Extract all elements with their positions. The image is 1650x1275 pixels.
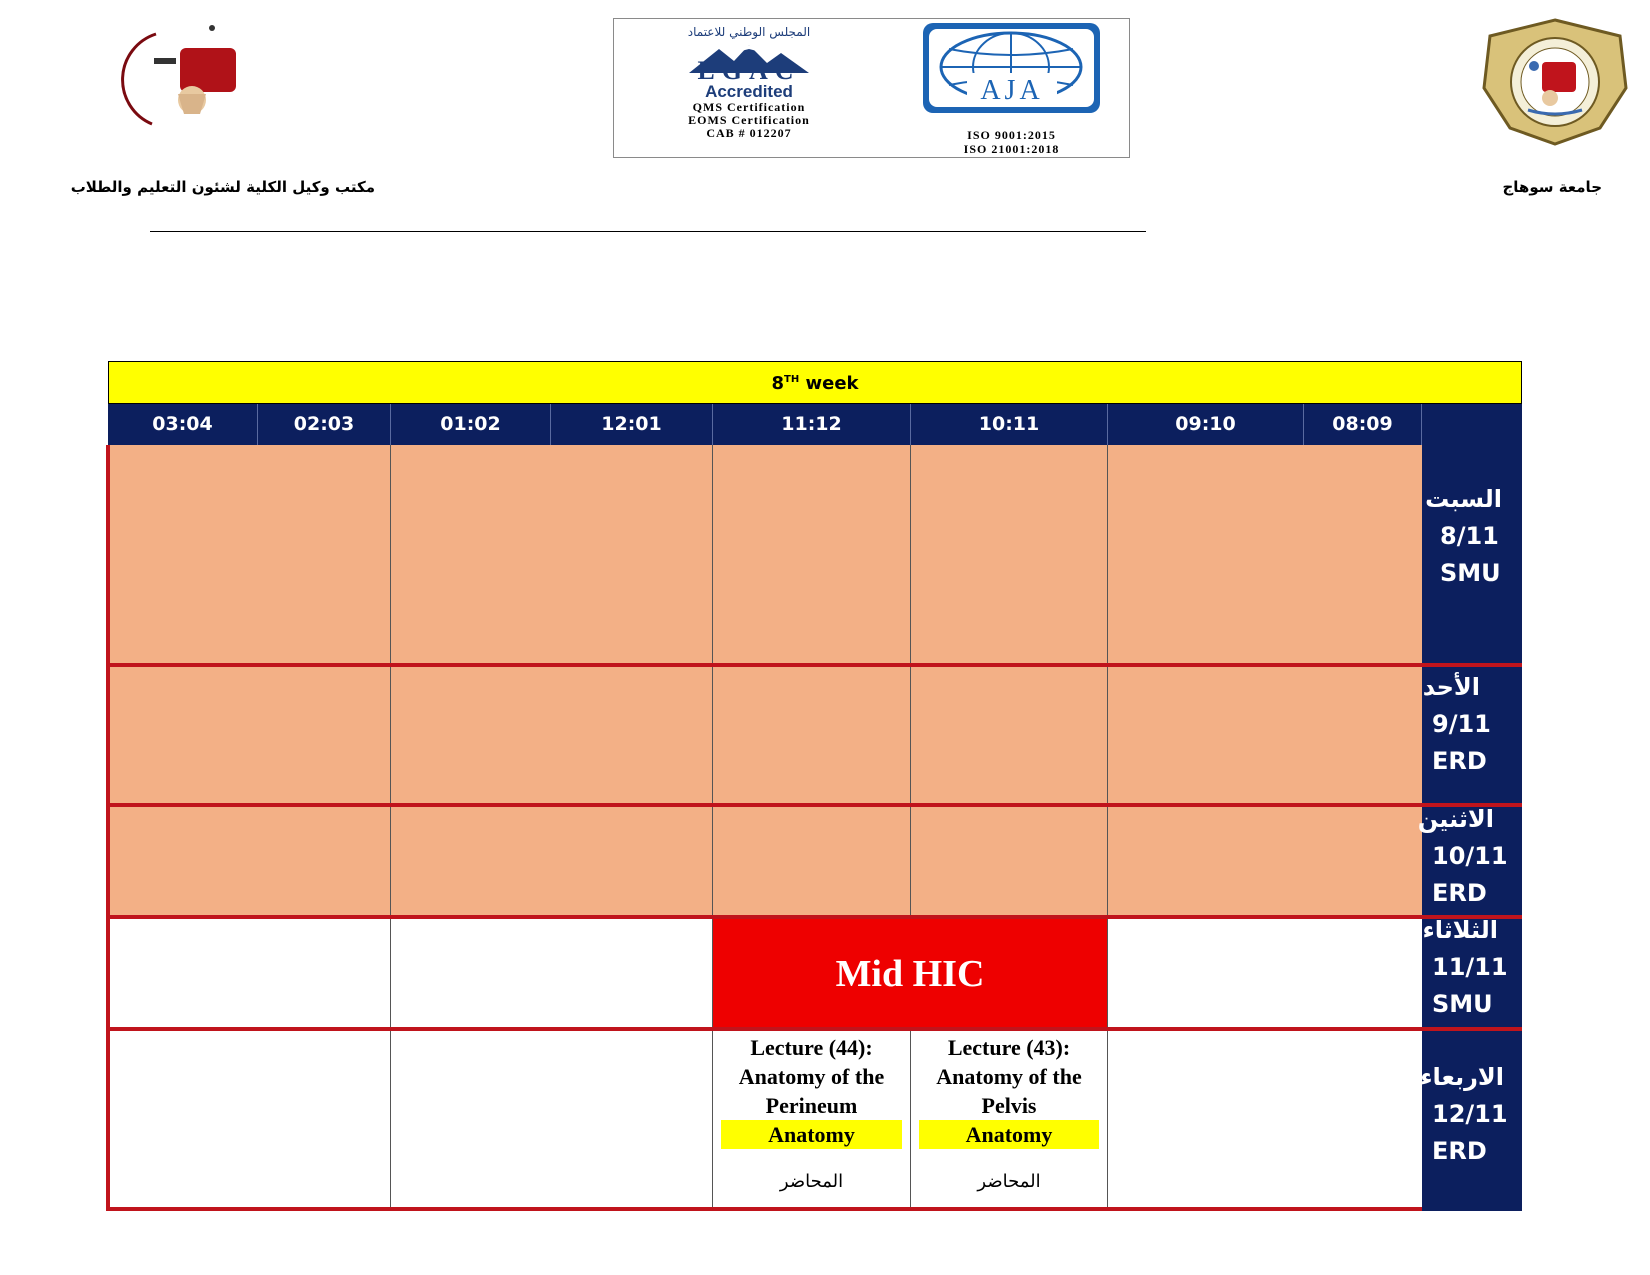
department-badge: Anatomy bbox=[919, 1120, 1099, 1149]
day-code: SMU bbox=[1440, 559, 1501, 587]
day-header-blank bbox=[1422, 404, 1522, 445]
row-separator bbox=[106, 663, 1424, 667]
aja-name: AJA bbox=[980, 75, 1044, 106]
time-slot: 11:12 bbox=[713, 404, 911, 445]
aja-iso-1: ISO 9001:2015 bbox=[967, 128, 1056, 142]
office-title: مكتب وكيل الكلية لشئون التعليم والطلاب bbox=[70, 178, 375, 196]
day-wednesday bbox=[1422, 1059, 1522, 1170]
lecture-title: Lecture (43): bbox=[947, 1035, 1071, 1060]
row-separator bbox=[106, 1207, 1424, 1211]
header-divider bbox=[150, 231, 1146, 232]
mountain-eagle-icon bbox=[689, 43, 809, 73]
egac-accreditation bbox=[634, 23, 864, 153]
time-slot: 09:10 bbox=[1108, 404, 1304, 445]
time-slot: 03:04 bbox=[108, 404, 258, 445]
grid-line bbox=[910, 445, 911, 917]
lecture-topic: Anatomy of the bbox=[936, 1064, 1082, 1089]
lecture-44-cell bbox=[713, 1033, 910, 1196]
day-name: الأحد bbox=[1422, 673, 1480, 701]
time-slot: 12:01 bbox=[551, 404, 713, 445]
week-word: week bbox=[805, 373, 859, 394]
monday-row bbox=[108, 805, 1422, 917]
day-code: ERD bbox=[1432, 879, 1487, 907]
egac-accredited: Accredited bbox=[705, 82, 793, 101]
day-saturday bbox=[1422, 481, 1522, 592]
row-separator bbox=[106, 803, 1424, 807]
lecture-topic: Pelvis bbox=[981, 1093, 1037, 1118]
mid-hic-block: Mid HIC bbox=[713, 919, 1107, 1029]
grid-line bbox=[1107, 445, 1108, 1211]
lecture-topic: Perineum bbox=[765, 1093, 858, 1118]
egac-line-3: CAB # 012207 bbox=[706, 126, 792, 140]
day-date: 8/11 bbox=[1440, 522, 1499, 550]
grid-line bbox=[390, 445, 391, 1211]
lecture-topic: Anatomy of the bbox=[738, 1064, 885, 1089]
left-border bbox=[106, 445, 110, 1211]
faculty-logo bbox=[92, 14, 268, 138]
day-separator bbox=[1422, 663, 1522, 667]
week-suffix: TH bbox=[784, 374, 800, 385]
time-slot: 10:11 bbox=[911, 404, 1108, 445]
certification-banner bbox=[613, 18, 1130, 158]
egac-line-1: QMS Certification bbox=[692, 100, 806, 114]
university-seal bbox=[1480, 18, 1630, 146]
day-code: SMU bbox=[1432, 990, 1493, 1018]
department-badge: Anatomy bbox=[721, 1120, 902, 1149]
time-slot: 02:03 bbox=[258, 404, 391, 445]
day-name: السبت bbox=[1425, 485, 1502, 513]
lecturer-label: المحاضر bbox=[779, 1171, 844, 1192]
day-name: الاربعاء bbox=[1420, 1063, 1504, 1091]
day-code: ERD bbox=[1432, 1137, 1487, 1165]
egac-line-2: EOMS Certification bbox=[688, 113, 810, 127]
lecture-title: Lecture (44): bbox=[750, 1035, 873, 1060]
saturday-row bbox=[108, 445, 1422, 665]
day-date: 9/11 bbox=[1432, 710, 1491, 738]
day-separator bbox=[1422, 1027, 1522, 1031]
globe-icon bbox=[919, 21, 1104, 117]
time-slot: 01:02 bbox=[391, 404, 551, 445]
lecture-43-cell bbox=[911, 1033, 1107, 1196]
schedule-grid bbox=[108, 445, 1422, 1211]
day-name: الاثنين bbox=[1417, 805, 1494, 833]
aja-certification bbox=[919, 21, 1104, 155]
day-monday bbox=[1417, 801, 1522, 912]
aja-iso-2: ISO 21001:2018 bbox=[963, 142, 1060, 156]
day-date: 11/11 bbox=[1432, 953, 1508, 981]
week-title bbox=[108, 361, 1522, 404]
day-date: 10/11 bbox=[1432, 842, 1508, 870]
day-column bbox=[1417, 445, 1522, 1211]
day-sunday bbox=[1422, 669, 1522, 780]
day-date: 12/11 bbox=[1432, 1100, 1508, 1128]
day-code: ERD bbox=[1432, 747, 1487, 775]
university-name: جامعة سوهاج bbox=[1502, 178, 1602, 196]
lecturer-label: المحاضر bbox=[977, 1171, 1041, 1192]
row-separator bbox=[106, 915, 1424, 919]
sunday-row bbox=[108, 665, 1422, 805]
day-tuesday bbox=[1422, 912, 1522, 1023]
row-separator bbox=[106, 1027, 1424, 1031]
egac-arabic-label: المجلس الوطني للاعتماد bbox=[687, 25, 811, 39]
week-number: 8 bbox=[771, 373, 785, 394]
time-slots-header bbox=[108, 404, 1522, 445]
day-name: الثلاثاء bbox=[1422, 916, 1498, 944]
time-slot: 08:09 bbox=[1304, 404, 1422, 445]
